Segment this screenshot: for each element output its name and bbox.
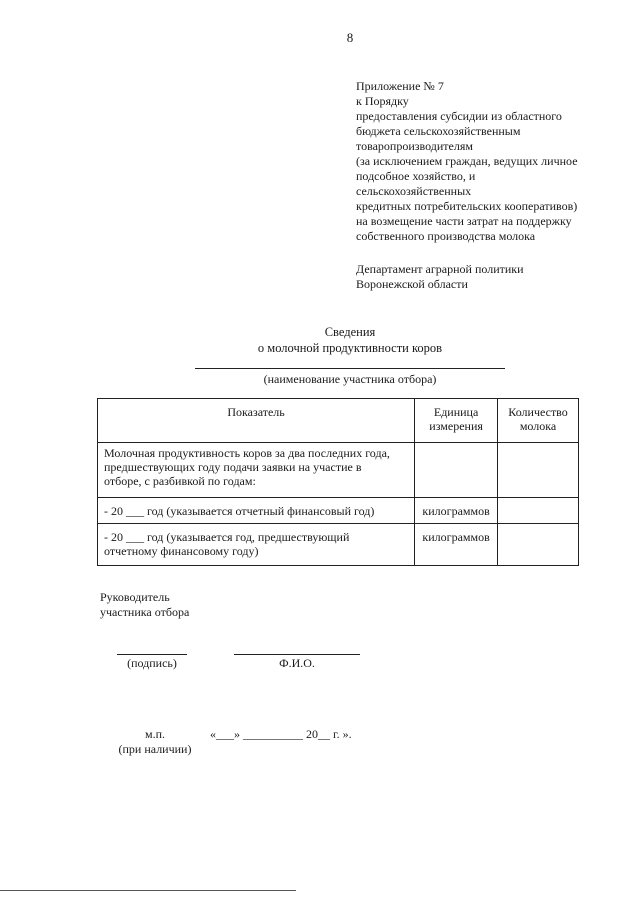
signature-line[interactable]: [117, 654, 187, 655]
document-title: Сведения: [324, 325, 376, 339]
appendix-line: предоставления субсидии из областного: [356, 109, 562, 123]
head-signatory: [100, 590, 189, 620]
document-subtitle: о молочной продуктивности коров: [257, 341, 443, 355]
appendix-line: собственного производства молока: [356, 229, 536, 243]
footer-rule: [0, 890, 296, 891]
appendix-line: кредитных потребительских кооперативов): [356, 199, 578, 213]
header-unit-line: Единица: [433, 405, 479, 419]
indicator-cell: [98, 498, 415, 524]
department-line: Воронежской области: [356, 277, 468, 291]
date-field[interactable]: «___» __________ 20__ г. ».: [210, 727, 352, 741]
indicator-line: - 20 ___ год (указывается отчетный финансовый год): [104, 504, 375, 518]
quantity-cell[interactable]: [498, 524, 579, 566]
indicator-line: предшествующих году подачи заявки на участие в: [104, 460, 362, 474]
appendix-line: Приложение № 7: [356, 79, 444, 93]
appendix-line: подсобное хозяйство, и: [356, 169, 476, 183]
header-unit: [415, 399, 498, 443]
department-line: Департамент аграрной политики: [356, 262, 524, 276]
table-row: [98, 498, 579, 524]
head-line: Руководитель: [100, 590, 170, 604]
indicator-cell: [98, 524, 415, 566]
unit-cell: [415, 443, 498, 498]
indicator-line: отчетному финансовому году): [104, 544, 259, 558]
unit-cell: килограммов: [415, 524, 498, 566]
stamp-note: (при наличии): [118, 742, 192, 756]
appendix-header: [356, 79, 626, 244]
indicator-line: отборе, с разбивкой по годам:: [104, 474, 256, 488]
unit-cell: килограммов: [415, 498, 498, 524]
fio-caption: Ф.И.О.: [279, 656, 315, 670]
participant-name-caption: (наименование участника отбора): [263, 372, 437, 386]
quantity-cell[interactable]: [498, 498, 579, 524]
page-number: 8: [346, 30, 354, 45]
header-quantity-line: молока: [519, 419, 557, 433]
participant-name-line[interactable]: [195, 368, 505, 369]
indicator-cell: [98, 443, 415, 498]
appendix-line: сельскохозяйственных: [356, 184, 472, 198]
indicator-line: - 20 ___ год (указывается год, предшествующий: [104, 530, 350, 544]
header-unit-line: измерения: [429, 419, 483, 433]
table-header-row: [98, 399, 579, 443]
stamp-label: м.п.: [144, 727, 165, 741]
header-quantity-line: Количество: [508, 405, 568, 419]
fio-line[interactable]: [234, 654, 360, 655]
appendix-line: бюджета сельскохозяйственным: [356, 124, 521, 138]
indicator-line: Молочная продуктивность коров за два последних года,: [104, 446, 390, 460]
head-line: участника отбора: [100, 605, 190, 619]
appendix-line: к Порядку: [356, 94, 409, 108]
appendix-line: (за исключением граждан, ведущих личное: [356, 154, 578, 168]
signature-caption: (подпись): [127, 656, 177, 670]
appendix-line: товаропроизводителям: [356, 139, 473, 153]
table-row: [98, 524, 579, 566]
productivity-table: [97, 398, 579, 566]
appendix-line: на возмещение части затрат на поддержку: [356, 214, 572, 228]
header-indicator: Показатель: [98, 399, 415, 443]
header-quantity: [498, 399, 579, 443]
department-addressee: [356, 262, 524, 292]
quantity-cell[interactable]: [498, 443, 579, 498]
table-row: [98, 443, 579, 498]
